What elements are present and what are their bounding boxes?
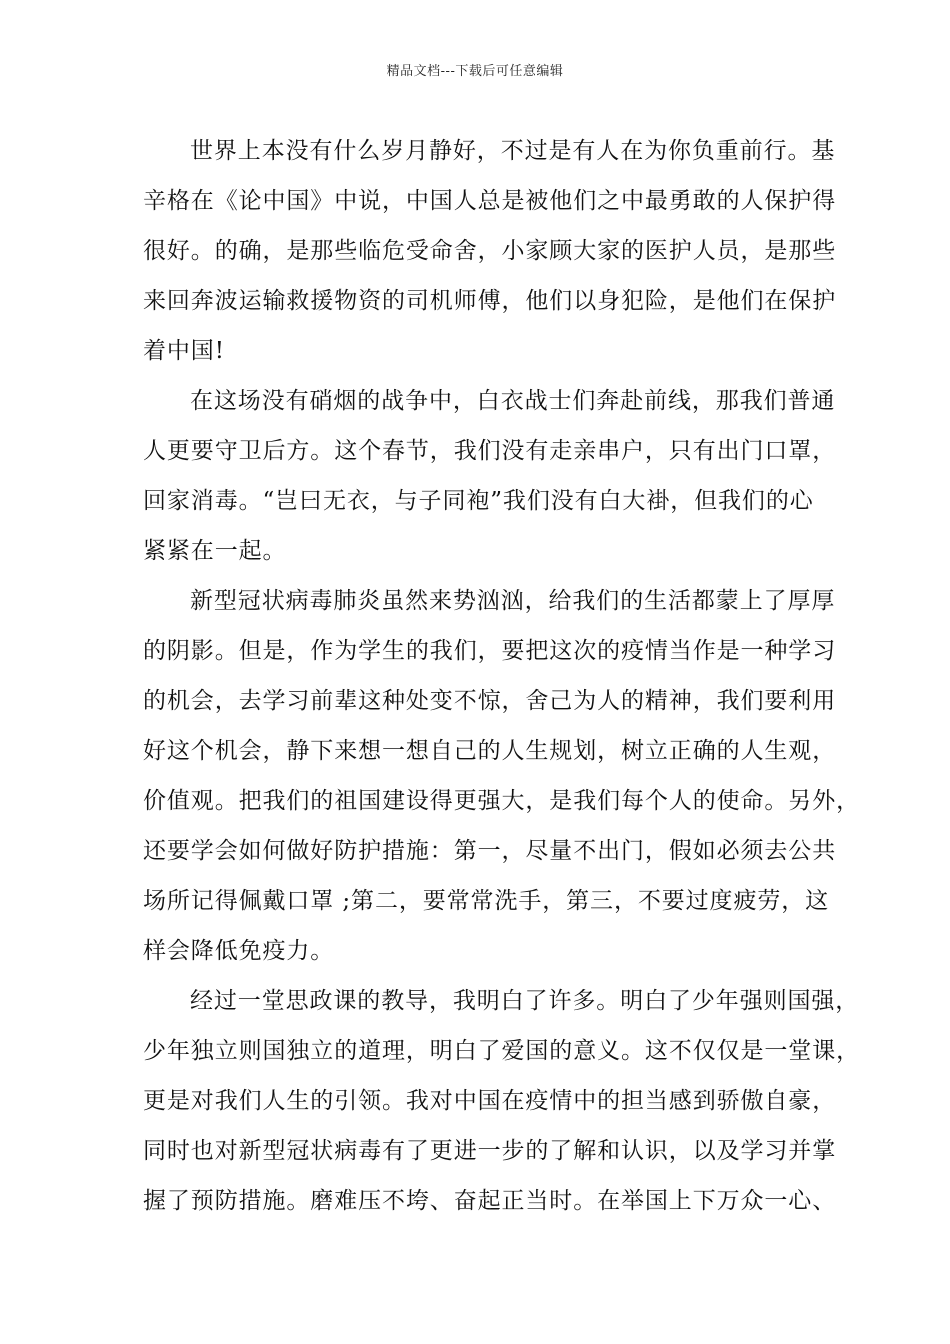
paragraph-3-line-4: 好这个机会，静下来想一想自己的人生规划，树立正确的人生观， (143, 738, 837, 764)
paragraph-1-line-5: 着中国! (143, 338, 225, 364)
paragraph-2-line-2: 人更要守卫后方。这个春节，我们没有走亲串户，只有出门口罩， (143, 438, 837, 464)
paragraph-4-line-1: 经过一堂思政课的教导，我明白了许多。明白了少年强则国强， (190, 988, 860, 1014)
paragraph-4-line-2: 少年独立则国独立的道理，明白了爱国的意义。这不仅仅是一堂课， (143, 1038, 860, 1064)
paragraph-3-line-1: 新型冠状病毒肺炎虽然来势汹汹，给我们的生活都蒙上了厚厚 (190, 588, 836, 614)
paragraph-3-line-8: 样会降低免疫力。 (143, 938, 335, 964)
paragraph-1-line-3: 很好。的确，是那些临危受命舍，小家顾大家的医护人员，是那些 (143, 238, 837, 264)
paragraph-3-line-3: 的机会，去学习前辈这种处变不惊，舍己为人的精神，我们要利用 (143, 688, 837, 714)
paragraph-4-line-5: 握了预防措施。磨难压不垮、奋起正当时。在举国上下万众一心、 (143, 1188, 837, 1214)
paragraph-2-line-4: 紧紧在一起。 (143, 538, 287, 564)
paragraph-3-line-6: 还要学会如何做好防护措施：第一，尽量不出门，假如必须去公共 (143, 838, 837, 864)
paragraph-2-line-1: 在这场没有硝烟的战争中，白衣战士们奔赴前线，那我们普通 (190, 388, 836, 414)
document-body (143, 126, 860, 1226)
page-header: 精品文档---下载后可任意编辑 (386, 64, 564, 79)
paragraph-3-line-2: 的阴影。但是，作为学生的我们，要把这次的疫情当作是一种学习 (143, 638, 837, 664)
paragraph-2-line-3: 回家消毒。“岂曰无衣，与子同袍”我们没有白大褂，但我们的心 (143, 488, 814, 514)
paragraph-3-line-5: 价值观。把我们的祖国建设得更强大，是我们每个人的使命。另外， (143, 788, 860, 814)
paragraph-3-line-7: 场所记得佩戴口罩 ;第二，要常常洗手，第三，不要过度疲劳，这 (143, 888, 830, 914)
paragraph-1-line-1: 世界上本没有什么岁月静好，不过是有人在为你负重前行。基 (190, 138, 836, 164)
paragraph-1-line-4: 来回奔波运输救援物资的司机师傅，他们以身犯险，是他们在保护 (143, 288, 837, 314)
paragraph-4-line-4: 同时也对新型冠状病毒有了更进一步的了解和认识，以及学习并掌 (143, 1138, 837, 1164)
paragraph-1-line-2: 辛格在《论中国》中说，中国人总是被他们之中最勇敢的人保护得 (143, 188, 837, 214)
paragraph-4-line-3: 更是对我们人生的引领。我对中国在疫情中的担当感到骄傲自豪， (143, 1088, 837, 1114)
